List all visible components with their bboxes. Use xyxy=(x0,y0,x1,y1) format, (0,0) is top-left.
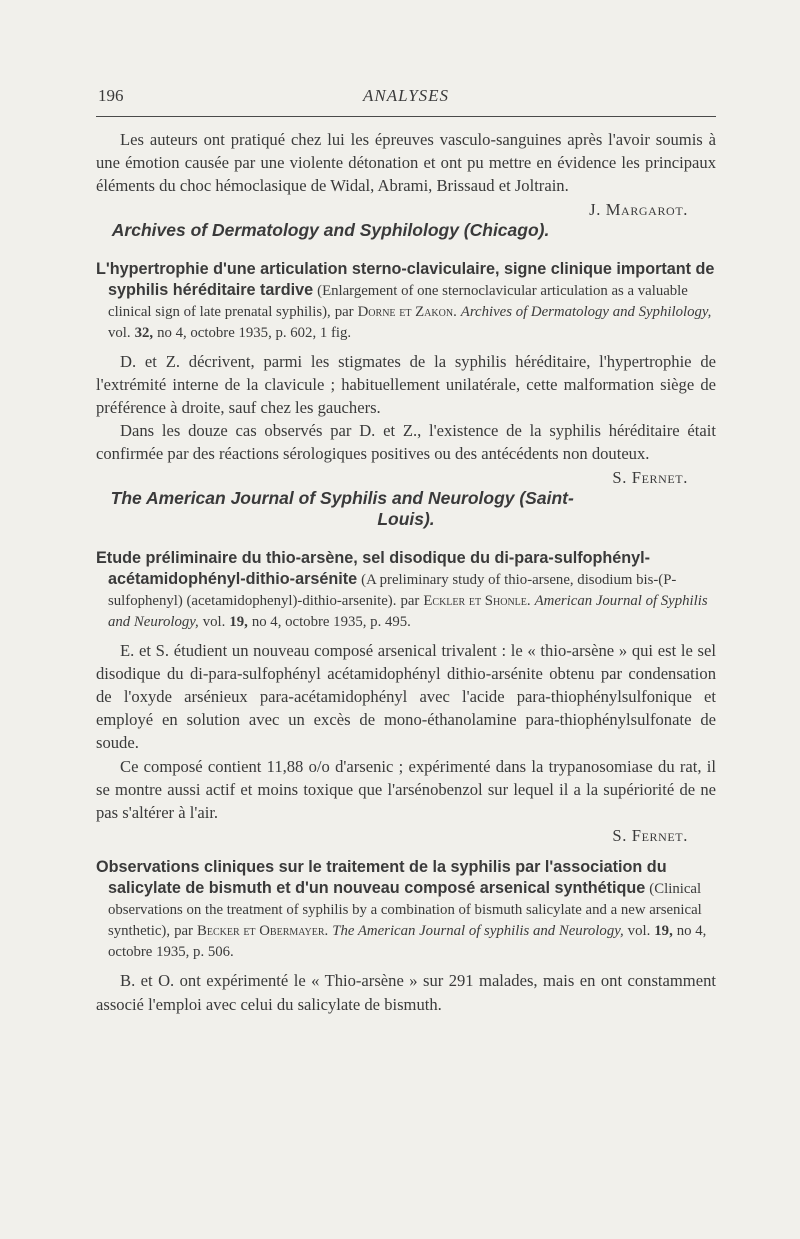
ref-par: par xyxy=(174,923,193,940)
article-paragraph: E. et S. étudient un nouveau composé arsenical trivalent : le « thio-arsène » qui est le sel disodique du di-para-sulfophényl acétamidophényl dithio-arsénite obtenu par condensation de l'oxyde arsénieux para-acétamidophényl avec l'acide para-thiophénylsulfonique et employé en solution avec un excès de mono-éthanolamine para-thiophénylsulfonate de soude. xyxy=(96,640,716,753)
running-title: ANALYSES xyxy=(362,86,450,105)
ref-vol-label: vol. xyxy=(108,324,131,341)
article-issue: no 4, octobre 1935, p. 602, 1 fig. xyxy=(157,324,352,341)
article-journal: American Journal of Syphilis and Neurology, xyxy=(108,592,708,630)
article-volume: 32, xyxy=(134,324,154,341)
article-reference-thio-arsene xyxy=(96,548,716,633)
intro-text: Les auteurs ont pratiqué chez lui les épreuves vasculo-sanguines après l'avoir soumis à une émotion causée par une violente détonation et ont pu mettre en évidence les principaux éléments du choc hémoclasique de Widal, Abrami, Brissaud et Joltrain. xyxy=(96,130,716,196)
article-reference-observations xyxy=(96,857,716,963)
ref-par: par xyxy=(334,303,354,320)
ref-vol-label: vol. xyxy=(627,923,651,940)
article-signature: S. Fernet. xyxy=(612,826,688,846)
article-paragraph xyxy=(96,419,716,487)
article-journal: The American Journal of syphilis and Neurology, xyxy=(332,923,624,940)
article-title: Observations cliniques sur le traitement de la syphilis par l'association du salicylate de bismuth et d'un nouveau composé arsenical synthétique xyxy=(96,858,667,898)
article-journal: Archives of Dermatology and Syphilology, xyxy=(460,303,712,320)
page-header xyxy=(96,86,716,108)
article-english-title: (Enlargement of one sternoclavicular articulation as a valuable clinical sign of late prenatal syphilis), xyxy=(108,282,688,320)
article-signature: S. Fernet. xyxy=(612,467,688,487)
article-authors: Becker et Obermayer. xyxy=(196,923,329,940)
article-authors: Eckler et Shonle. xyxy=(423,592,531,609)
article-issue: no 4, octobre 1935, p. 495. xyxy=(251,613,411,630)
article-paragraph: D. et Z. décrivent, parmi les stigmates de la syphilis héréditaire, l'hypertrophie de l'extrémité interne de la clavicule ; habituellement unilatérale, cette malformation siège de préférence à droite, sauf chez les gauchers. xyxy=(96,351,716,418)
article-english-title: (Clinical observations on the treatment of syphilis by a combination of bismuth salicylate and a new arsenical synthetic), xyxy=(108,881,702,940)
ref-vol-label: vol. xyxy=(202,613,226,630)
article-authors: Dorne et Zakon. xyxy=(357,303,457,320)
page-content xyxy=(96,128,716,1016)
ref-par: par xyxy=(400,592,420,609)
page-number: 196 xyxy=(98,86,124,105)
header-rule xyxy=(96,116,716,117)
article-volume: 19, xyxy=(654,923,673,940)
article-english-title: (A preliminary study of thio-arsene, disodium bis-(P-sulfophenyl) (acetamidophenyl)-dithio-arsenite). xyxy=(108,571,677,609)
intro-paragraph xyxy=(96,128,716,219)
article-title: L'hypertrophie d'une articulation sterno-claviculaire, signe clinique important de syphilis héréditaire tardive xyxy=(96,259,715,299)
article-paragraph: Ce composé contient 11,88 o/o d'arsenic ; expérimenté dans la trypanosomiase du rat, il se montre aussi actif et moins toxique que l'arsénobenzol sur lequel il a la supériorité de ne pas s'altérer à l'air. xyxy=(96,756,716,823)
journal-heading-american: The American Journal of Syphilis and Neurology (Saint-Louis). xyxy=(110,487,574,529)
intro-signature: J. Margarot. xyxy=(589,199,688,219)
article-paragraph-text: Dans les douze cas observés par D. et Z., l'existence de la syphilis héréditaire était confirmée par des réactions sérologiques positives ou des antécédents non douteux. xyxy=(96,421,716,464)
article-reference-hypertrophie xyxy=(96,259,716,344)
article-title: Etude préliminaire du thio-arsène, sel disodique du di-para-sulfophényl-acétamidophényl-dithio-arsénite xyxy=(96,548,651,588)
article-volume: 19, xyxy=(229,613,248,630)
journal-heading-archives: Archives of Dermatology and Syphilology (Chicago). xyxy=(111,219,550,240)
article-paragraph: B. et O. ont expérimenté le « Thio-arsène » sur 291 malades, mais en ont constamment associé l'emploi avec celui du salicylate de bismuth. xyxy=(96,971,716,1014)
article-issue: no 4, octobre 1935, p. 506. xyxy=(108,923,707,961)
